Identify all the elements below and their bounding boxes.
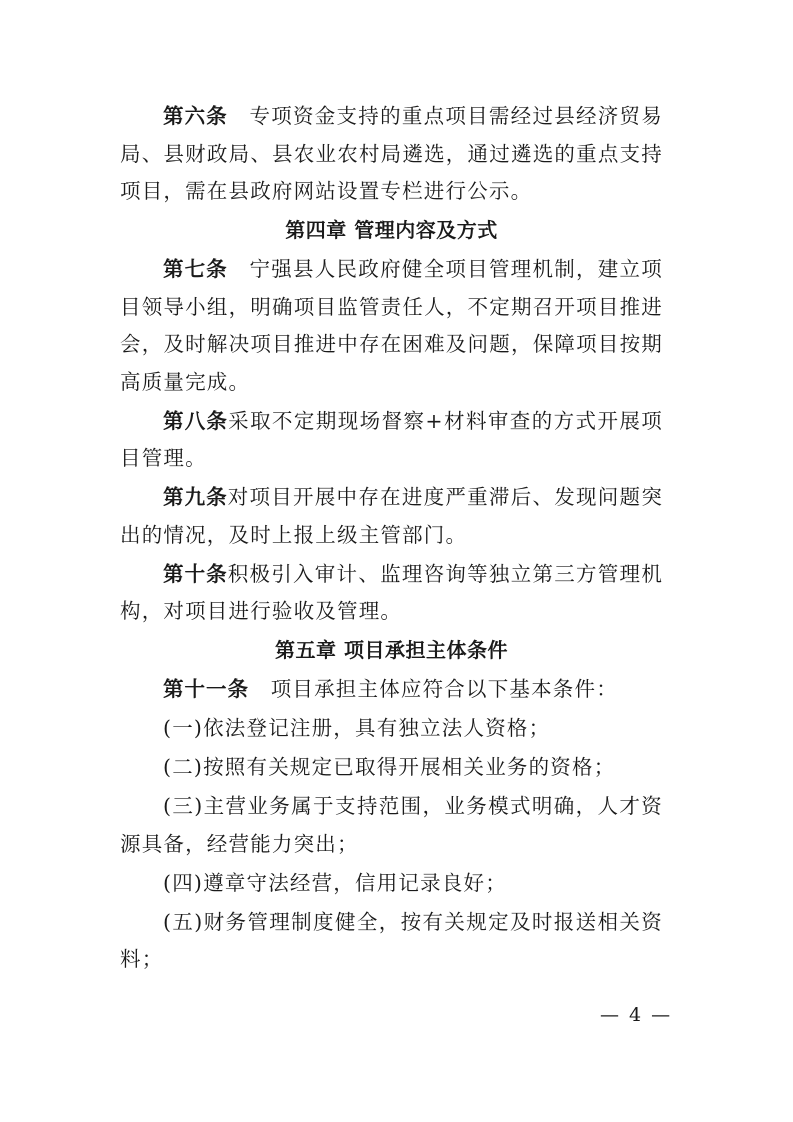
article-text: 对项目开展中存在进度严重滞后、发现问题突出的情况，及时上报上级主管部门。 <box>120 485 664 547</box>
article-10 <box>120 556 663 631</box>
article-11 <box>120 671 663 709</box>
article-label: 第六条 <box>163 104 228 128</box>
article-6 <box>120 98 663 211</box>
list-item-5: (五)财务管理制度健全，按有关规定及时报送相关资料； <box>120 909 663 971</box>
list-item-1: (一)依法登记注册，具有独立法人资格； <box>163 716 551 740</box>
article-7 <box>120 251 663 401</box>
chapter-4-heading: 第四章 管理内容及方式 <box>285 218 498 242</box>
list-item-3: (三)主营业务属于支持范围，业务模式明确，人才资源具备，经营能力突出； <box>120 794 663 856</box>
article-label: 第十条 <box>163 561 228 586</box>
article-text: 专项资金支持的重点项目需经过县经济贸易局、县财政局、县农业农村局遴选，通过遴选的重点支持项目，需在县政府网站设置专栏进行公示。 <box>120 104 663 203</box>
list-item-2: (二)按照有关规定已取得开展相关业务的资格； <box>163 755 616 779</box>
article-9 <box>120 479 663 554</box>
article-label: 第八条 <box>163 408 229 433</box>
article-text: 项目承担主体应符合以下基本条件： <box>270 677 618 701</box>
article-text: 积极引入审计、监理咨询等独立第三方管理机构，对项目进行验收及管理。 <box>120 561 664 623</box>
article-text: 宁强县人民政府健全项目管理机制，建立项目领导小组，明确项目监管责任人，不定期召开项目推进会，及时解决项目推进中存在困难及问题，保障项目按期高质量完成。 <box>120 257 663 394</box>
list-item-4: (四)遵章守法经营，信用记录良好； <box>163 870 507 895</box>
article-label: 第九条 <box>163 485 228 509</box>
article-8 <box>120 403 663 478</box>
document-body <box>120 98 663 980</box>
article-label: 第七条 <box>163 257 228 281</box>
page-number: — 4 — <box>600 1004 673 1026</box>
chapter-5-heading: 第五章 项目承担主体条件 <box>275 638 508 662</box>
article-text: 采取不定期现场督察+材料审查的方式开展项目管理。 <box>120 408 663 470</box>
article-label: 第十一条 <box>163 677 249 701</box>
